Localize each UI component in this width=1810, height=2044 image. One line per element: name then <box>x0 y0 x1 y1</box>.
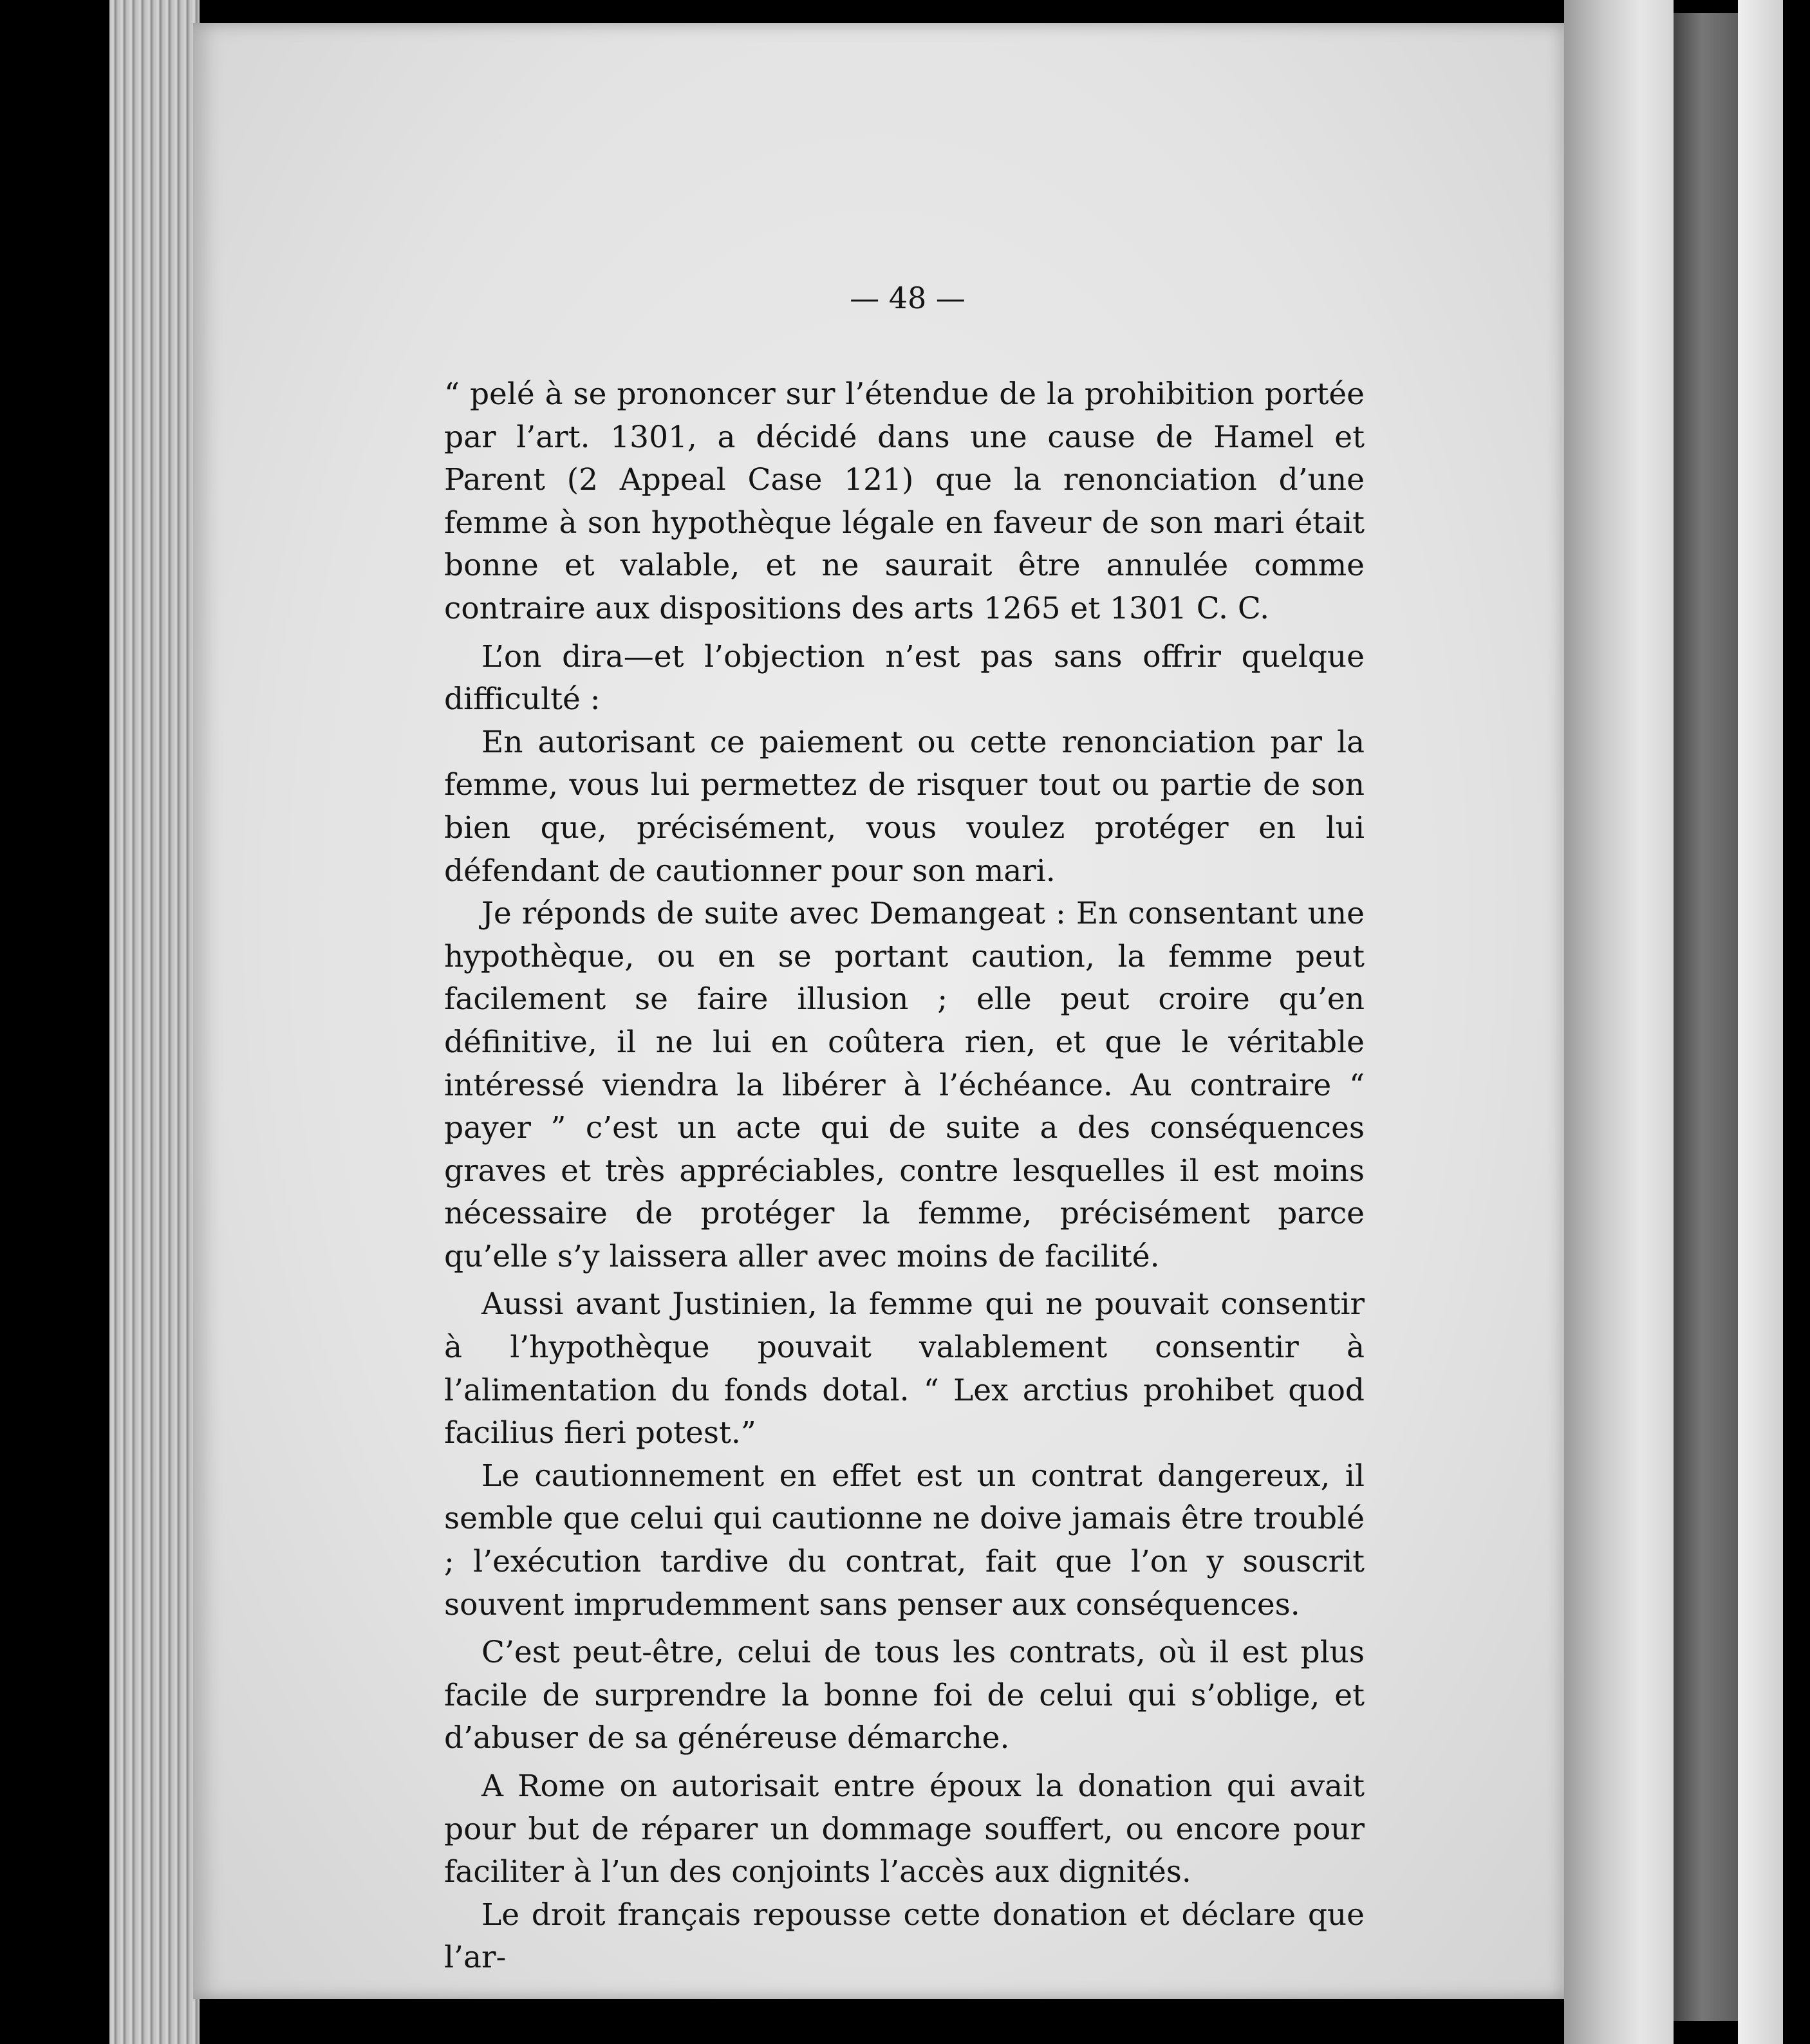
book-gutter <box>1564 0 1674 2044</box>
paragraph: “ pelé à se prononcer sur l’étendue de la prohibition portée par l’art. 1301, a décidé dans une cause de Hamel et Parent (2 Appeal Case 121) que la renonciation d’une femme à son hypothèque légale en faveur de son mari était bonne et valable, et ne saurait être annulée comme contraire aux dispositions des arts 1265 et 1301 C. C. <box>444 376 1365 626</box>
facing-page-edge <box>1738 0 1783 2044</box>
page-number: — 48 — <box>850 281 966 315</box>
paragraph: Le droit français repousse cette donation et déclare que l’ar- <box>444 1897 1365 1976</box>
paragraph: C’est peut-être, celui de tous les contrats, où il est plus facile de surprendre la bonne foi de celui qui s’oblige, et d’abuser de sa généreuse démarche. <box>444 1635 1365 1756</box>
body-text <box>444 373 1365 1980</box>
paragraph: Je réponds de suite avec Demangeat : En consentant une hypothèque, ou en se portant caution, la femme peut facilement se faire illusion ; elle peut croire qu’en définitive, il ne lui en coûtera rien, et que le véritable intéressé viendra la libérer à l’échéance. Au contraire “ payer ” c’est un acte qui de suite a des conséquences graves et très appréciables, contre lesquelles il est moins nécessaire de protéger la femme, précisément parce qu’elle s’y laissera aller avec moins de facilité. <box>444 896 1365 1274</box>
paragraph: Aussi avant Justinien, la femme qui ne pouvait consentir à l’hypothèque pouvait valablement consentir à l’alimentation du fonds dotal. “ Lex arctius prohibet quod facilius fieri potest.” <box>444 1287 1365 1451</box>
page-stack-edges <box>109 0 200 2044</box>
paragraph: A Rome on autorisait entre époux la donation qui avait pour but de réparer un dommage souffert, ou encore pour faciliter à l’un des conjoints l’accès aux dignités. <box>444 1769 1365 1890</box>
facing-page-shadow <box>1674 13 1744 2021</box>
paragraph: Le cautionnement en effet est un contrat dangereux, il semble que celui qui cautionne ne doive jamais être troublé ; l’exécution tardive du contrat, fait que l’on y souscrit souvent imprudemment sans penser aux conséquences. <box>444 1458 1365 1622</box>
paragraph: L’on dira—et l’objection n’est pas sans offrir quelque difficulté : <box>444 638 1365 718</box>
paragraph: En autorisant ce paiement ou cette renonciation par la femme, vous lui permettez de risquer tout ou partie de son bien que, précisément, vous voulez protéger en lui défendant de cautionner pour son mari. <box>444 724 1365 889</box>
